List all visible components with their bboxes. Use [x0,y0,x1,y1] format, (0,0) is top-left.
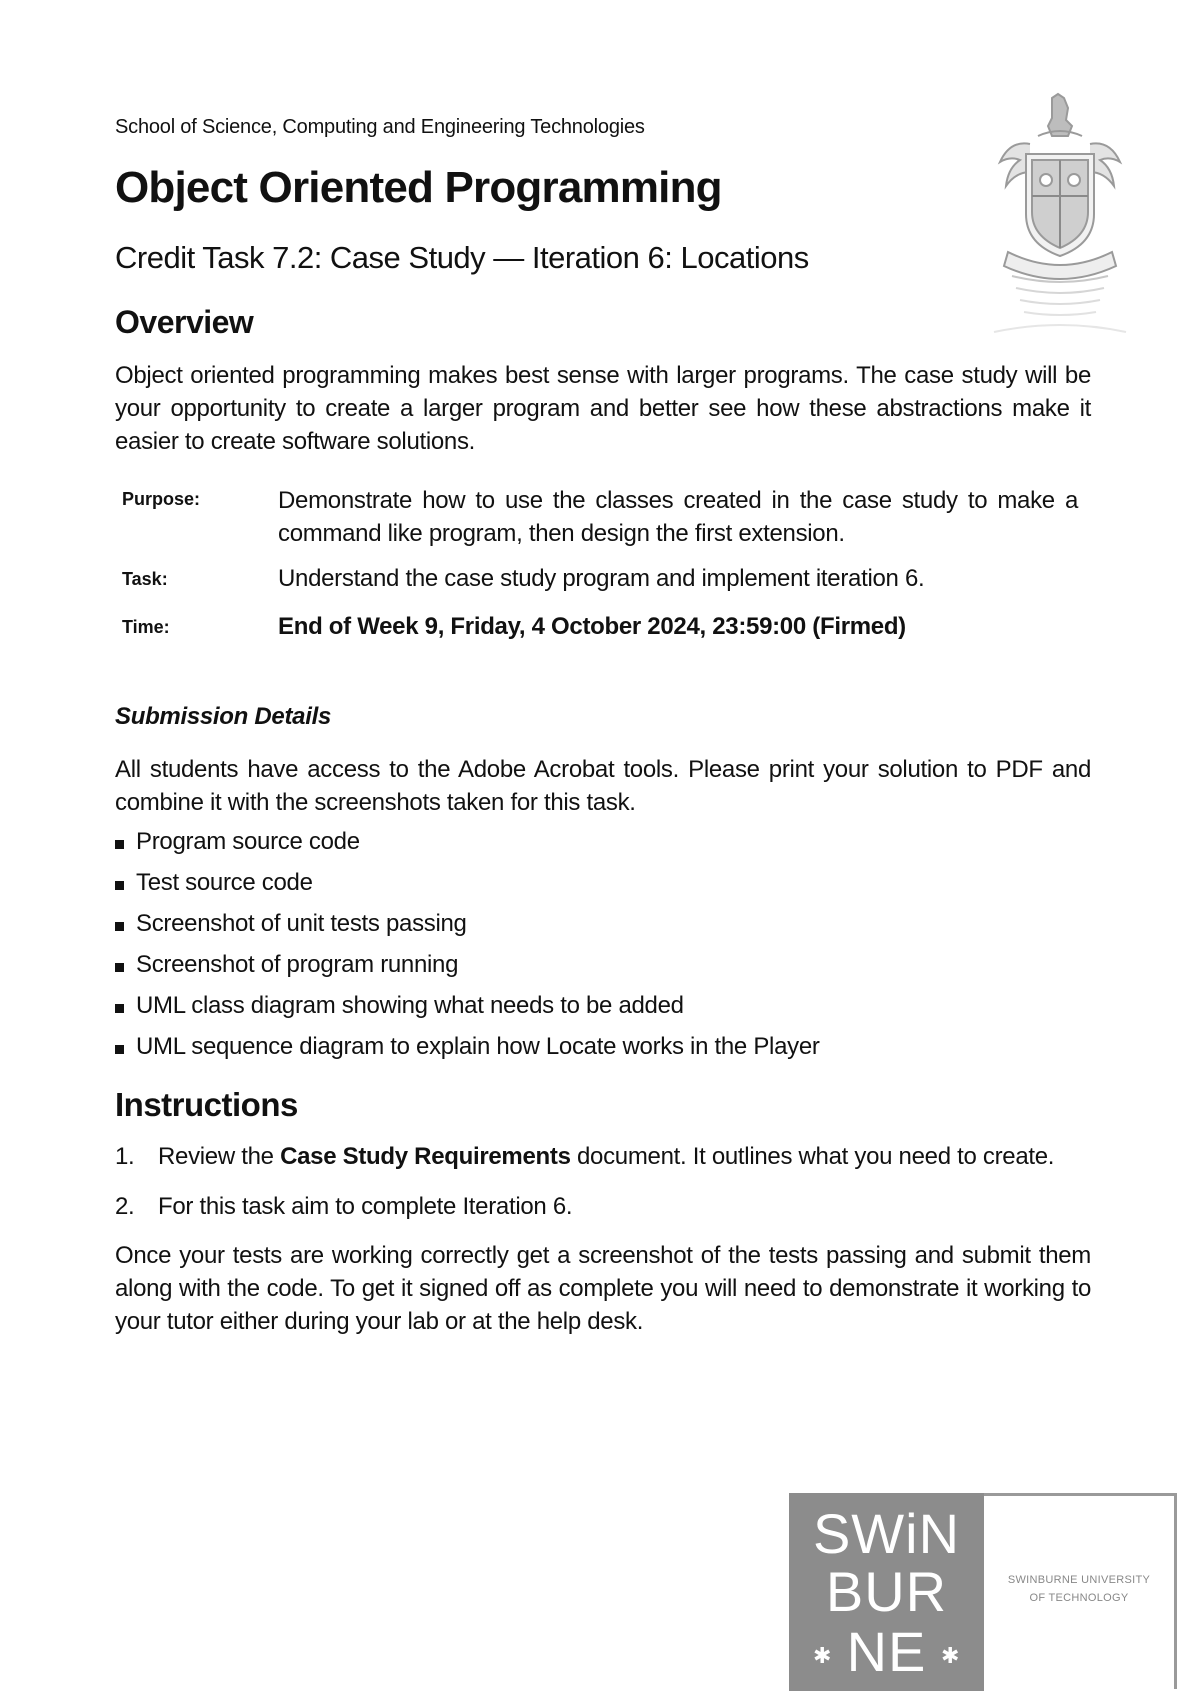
bullet-icon [115,1004,124,1013]
list-item: Screenshot of program running [115,948,820,989]
submission-list [115,825,820,1071]
instructions-heading: Instructions [115,1086,298,1123]
purpose-label: Purpose: [122,489,201,509]
task-text: Understand the case study program and implement iteration 6. [278,565,925,592]
swinburne-logo [789,1493,1179,1691]
logo-mark: SWiN BUR NE ✱ ✱ [789,1493,984,1691]
star-icon: ✱ [813,1643,832,1668]
instruction-step: 2. For this task aim to complete Iteration 6. [115,1193,573,1220]
submission-heading: Submission Details [115,703,331,730]
course-title: Object Oriented Programming [115,163,722,212]
list-item: UML sequence diagram to explain how Locate works in the Player [115,1030,820,1071]
overview-heading: Overview [115,304,254,340]
list-item: Program source code [115,825,820,866]
bullet-icon [115,1045,124,1054]
due-date: End of Week 9, Friday, 4 October 2024, 23:59:00 (Firmed) [278,613,906,640]
instructions-list [115,1140,1054,1240]
submission-text: All students have access to the Adobe Acrobat tools. Please print your solution to PDF and combine it with the screenshots taken for this task. [115,756,1091,816]
list-item: UML class diagram showing what needs to be added [115,989,820,1030]
school-name: School of Science, Computing and Engineering Technologies [115,116,645,138]
instruction-step: 1. Review the Case Study Requirements document. It outlines what you need to create. [115,1143,1055,1170]
logo-wordmark: SWINBURNE UNIVERSITY OF TECHNOLOGY [984,1493,1177,1689]
list-item: Test source code [115,866,820,907]
bullet-icon [115,963,124,972]
university-crest-icon [990,92,1130,362]
task-title: Credit Task 7.2: Case Study — Iteration 6: Locations [115,240,809,275]
bullet-icon [115,840,124,849]
time-label: Time: [122,617,170,637]
case-study-requirements-ref: Case Study Requirements [280,1143,571,1170]
overview-text: Object oriented programming makes best sense with larger programs. The case study will be your opportunity to create a larger program and better see how these abstractions make it easier to create software solutions. [115,362,1091,455]
list-item: Screenshot of unit tests passing [115,907,820,948]
purpose-text: Demonstrate how to use the classes created in the case study to make a command like program, then design the first extension. [278,487,1078,547]
closing-text: Once your tests are working correctly get a screenshot of the tests passing and submit them along with the code. To get it signed off as complete you will need to demonstrate it working to your tutor either during your lab or at the help desk. [115,1242,1091,1335]
bullet-icon [115,922,124,931]
bullet-icon [115,881,124,890]
task-label: Task: [122,569,168,589]
star-icon: ✱ [941,1643,960,1668]
